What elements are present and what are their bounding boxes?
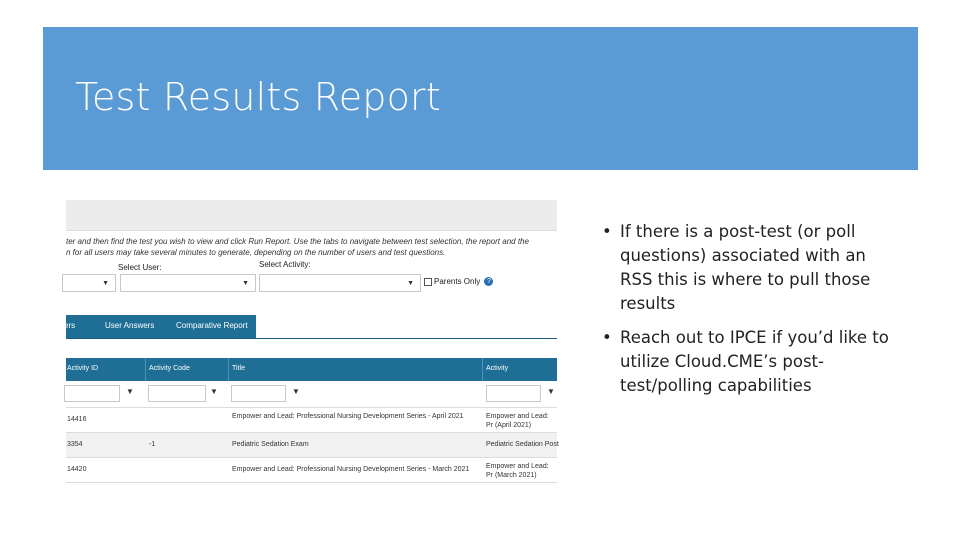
table-row[interactable] xyxy=(66,433,557,458)
cell-activity-code: -1 xyxy=(149,441,156,448)
cell-title: Pediatric Sedation Exam xyxy=(232,441,309,448)
filter-input-activity-code[interactable] xyxy=(148,385,206,402)
column-divider xyxy=(145,358,146,381)
table-row[interactable] xyxy=(66,458,557,483)
tab-users[interactable]: ers xyxy=(64,321,76,330)
tab-comparative-report[interactable]: Comparative Report xyxy=(176,321,248,330)
select-activity-label: Select Activity: xyxy=(259,260,311,269)
filter-input-activity[interactable] xyxy=(486,385,541,402)
tab-user-answers[interactable]: User Answers xyxy=(105,321,155,330)
chevron-down-icon: ▼ xyxy=(407,280,414,287)
filter-input-title[interactable] xyxy=(231,385,286,402)
parents-only-label: Parents Only xyxy=(434,277,481,286)
cell-activity: Pediatric Sedation Post xyxy=(486,441,559,448)
cell-activity-id: 14416 xyxy=(67,416,87,423)
select-left-dropdown[interactable] xyxy=(62,274,116,292)
cell-activity-id: 3354 xyxy=(67,441,83,448)
bullet-dot: • xyxy=(602,328,612,347)
cell-activity: Empower and Lead: Pr (April 2021) xyxy=(486,413,549,429)
select-user-label: Select User: xyxy=(118,263,162,272)
select-user-dropdown[interactable] xyxy=(120,274,256,292)
cell-title: Empower and Lead: Professional Nursing Development Series - March 2021 xyxy=(232,466,470,473)
cell-activity-id: 14420 xyxy=(67,466,87,473)
select-activity-dropdown[interactable] xyxy=(259,274,421,292)
grid-header xyxy=(66,358,557,381)
cell-activity: Empower and Lead: Pr (March 2021) xyxy=(486,463,549,479)
report-tabs xyxy=(66,315,557,339)
column-header-activity[interactable]: Activity xyxy=(486,365,509,372)
filter-icon[interactable]: ▼ xyxy=(547,387,555,396)
column-divider xyxy=(228,358,229,381)
filter-input-activity-id[interactable] xyxy=(64,385,120,402)
column-header-activity-id[interactable]: Activity ID xyxy=(67,365,99,372)
parents-only-checkbox[interactable] xyxy=(424,277,493,286)
instructions-line-2: n for all users may take several minutes to generate, depending on the number of users and test questions. xyxy=(66,248,446,257)
column-header-activity-code[interactable]: Activity Code xyxy=(149,365,190,372)
bullet-list xyxy=(600,220,900,408)
chevron-down-icon: ▼ xyxy=(102,280,109,287)
filter-row xyxy=(66,381,557,408)
bullet-dot: • xyxy=(602,222,612,241)
bullet-text: If there is a post-test (or poll questions) associated with an RSS this is where to pull those results xyxy=(620,222,871,313)
column-header-title[interactable]: Title xyxy=(232,365,245,372)
filter-icon[interactable]: ▼ xyxy=(210,387,218,396)
bullet-item xyxy=(600,326,900,398)
title-banner xyxy=(43,27,918,170)
bullet-text: Reach out to IPCE if you’d like to utilize Cloud.CME’s post-test/polling capabilities xyxy=(620,328,889,395)
bullet-item xyxy=(600,220,900,316)
cell-title: Empower and Lead: Professional Nursing Development Series - April 2021 xyxy=(232,413,464,420)
chevron-down-icon: ▼ xyxy=(242,280,249,287)
instructions-line-1: ter and then find the test you wish to view and click Run Report. Use the tabs to navigate between test selection, the report and the xyxy=(66,237,529,246)
screenshot-header-bar xyxy=(66,200,557,231)
slide-title: Test Results Report xyxy=(75,75,441,119)
checkbox-icon[interactable] xyxy=(424,278,432,286)
filter-icon[interactable]: ▼ xyxy=(126,387,134,396)
table-row[interactable] xyxy=(66,408,557,433)
report-screenshot xyxy=(66,200,557,487)
column-divider xyxy=(482,358,483,381)
filter-icon[interactable]: ▼ xyxy=(292,387,300,396)
help-icon[interactable]: ? xyxy=(484,277,493,286)
tab-bar xyxy=(66,315,256,338)
